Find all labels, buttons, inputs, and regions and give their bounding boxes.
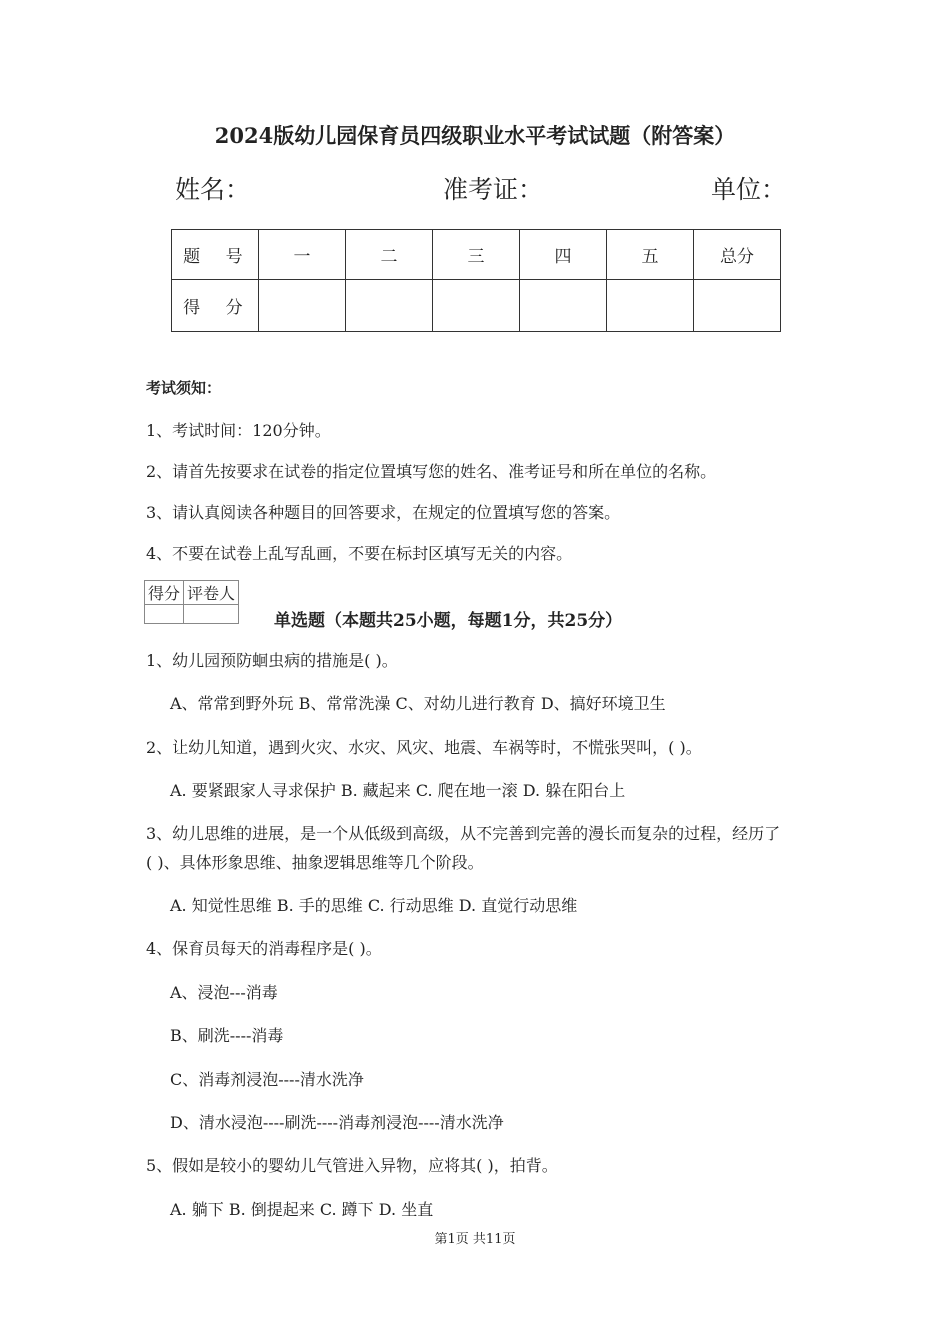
notice-item: 3、请认真阅读各种题目的回答要求，在规定的位置填写您的答案。 — [146, 503, 621, 522]
question-options: A. 躺下 B. 倒提起来 C. 蹲下 D. 坐直 — [170, 1200, 434, 1219]
grader-name-label: 评卷人 — [184, 581, 239, 605]
score-input-cell[interactable] — [607, 280, 694, 332]
score-input-cell[interactable] — [433, 280, 520, 332]
score-header-cell: 三 — [433, 230, 520, 280]
question-option: B、刷洗----消毒 — [170, 1026, 284, 1045]
grader-name-cell[interactable] — [184, 605, 239, 624]
notice-item: 4、不要在试卷上乱写乱画，不要在标封区填写无关的内容。 — [146, 544, 573, 563]
score-row-label: 得 分 — [172, 280, 259, 332]
question-options: A、常常到野外玩 B、常常洗澡 C、对幼儿进行教育 D、搞好环境卫生 — [170, 694, 666, 713]
score-table-score-row — [172, 280, 781, 332]
score-header-cell: 四 — [520, 230, 607, 280]
question-option: D、清水浸泡----刷洗----消毒剂浸泡----清水洗净 — [170, 1113, 504, 1132]
page-title: 2024版幼儿园保育员四级职业水平考试试题（附答案） — [214, 123, 736, 148]
exam-id-field-label: 准考证： — [443, 175, 544, 204]
question-stem: 3、幼儿思维的进展，是一个从低级到高级，从不完善到完善的漫长而复杂的过程，经历了 — [146, 824, 781, 843]
grader-score-label: 得分 — [145, 581, 184, 605]
notice-item: 1、考试时间：120分钟。 — [146, 421, 331, 440]
question-stem-continued: ( )、具体形象思维、抽象逻辑思维等几个阶段。 — [146, 853, 484, 872]
question-options: A. 知觉性思维 B. 手的思维 C. 行动思维 D. 直觉行动思维 — [170, 896, 578, 915]
question-stem: 5、假如是较小的婴幼儿气管进入异物，应将其( )，拍背。 — [146, 1156, 558, 1175]
notice-heading: 考试须知： — [146, 379, 222, 397]
question-stem: 2、让幼儿知道，遇到火灾、水灾、风灾、地震、车祸等时，不慌张哭叫，( )。 — [146, 738, 702, 757]
score-header-cell: 总分 — [694, 230, 781, 280]
name-field-label: 姓名： — [175, 175, 251, 204]
score-header-cell: 题 号 — [172, 230, 259, 280]
page-footer: 第1页 共11页 — [434, 1232, 516, 1247]
grader-box — [144, 580, 239, 624]
score-header-cell: 二 — [346, 230, 433, 280]
score-input-cell[interactable] — [346, 280, 433, 332]
question-option: C、消毒剂浸泡----清水洗净 — [170, 1070, 364, 1089]
section-title: 单选题（本题共25小题，每题1分，共25分） — [274, 611, 623, 631]
score-table-header-row — [172, 230, 781, 280]
score-header-cell: 一 — [259, 230, 346, 280]
question-stem: 1、幼儿园预防蛔虫病的措施是( )。 — [146, 651, 398, 670]
grader-score-cell[interactable] — [145, 605, 184, 624]
question-options: A. 要紧跟家人寻求保护 B. 藏起来 C. 爬在地一滚 D. 躲在阳台上 — [170, 781, 626, 800]
score-input-cell[interactable] — [694, 280, 781, 332]
score-table — [171, 229, 781, 332]
notice-item: 2、请首先按要求在试卷的指定位置填写您的姓名、准考证号和所在单位的名称。 — [146, 462, 717, 481]
score-input-cell[interactable] — [520, 280, 607, 332]
score-input-cell[interactable] — [259, 280, 346, 332]
question-option: A、浸泡---消毒 — [170, 983, 278, 1002]
question-stem: 4、保育员每天的消毒程序是( )。 — [146, 939, 382, 958]
score-header-cell: 五 — [607, 230, 694, 280]
unit-field-label: 单位： — [711, 175, 787, 204]
